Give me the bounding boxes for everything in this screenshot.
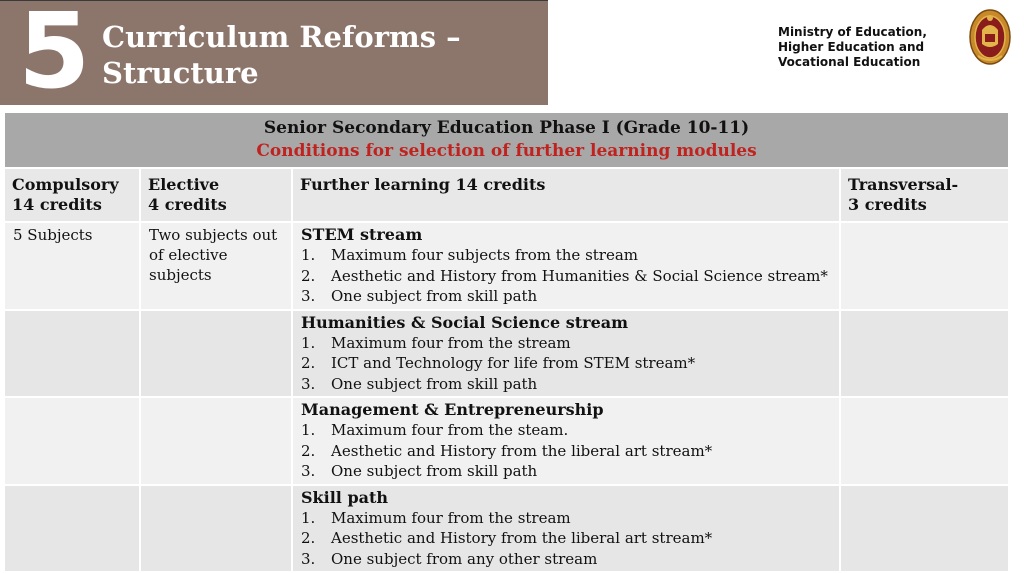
curriculum-table xyxy=(3,111,1010,573)
table-row xyxy=(4,485,1009,573)
list-item: 3. One subject from skill path xyxy=(301,462,538,480)
table-subheading: Conditions for selection of further learning modules xyxy=(256,141,757,161)
transversal-cell xyxy=(840,485,1009,573)
column-header-further: Further learning 14 credits xyxy=(292,168,840,222)
stream-conditions xyxy=(301,333,831,395)
list-item: 2. Aesthetic and History from the liberal art stream* xyxy=(301,529,713,547)
compulsory-cell xyxy=(4,310,140,398)
list-item: 1. Maximum four from the steam. xyxy=(301,421,569,439)
sri-lanka-emblem-icon xyxy=(968,8,1012,66)
transversal-cell xyxy=(840,310,1009,398)
slide-title-banner xyxy=(0,0,548,112)
table-row xyxy=(4,310,1009,398)
stream-title: Humanities & Social Science stream xyxy=(301,312,629,332)
list-item: 1. Maximum four from the stream xyxy=(301,333,571,352)
stream-conditions xyxy=(301,245,831,307)
slide-title-line-1: Curriculum Reforms – xyxy=(102,20,461,54)
list-item: 3. One subject from skill path xyxy=(301,287,538,305)
elective-cell: Two subjects out of elective subjects xyxy=(140,222,292,310)
compulsory-cell xyxy=(4,397,140,485)
stream-cell xyxy=(292,222,840,310)
list-item: 3. One subject from any other stream xyxy=(301,549,598,568)
stream-cell xyxy=(292,485,840,573)
elective-cell xyxy=(140,397,292,485)
slide-number: 5 xyxy=(18,0,91,112)
table-row xyxy=(4,397,1009,485)
list-item: 1. Maximum four subjects from the stream xyxy=(301,246,639,264)
ministry-name: Ministry of Education, Higher Education and Vocational Education xyxy=(778,25,927,69)
elective-cell xyxy=(140,310,292,398)
compulsory-cell: 5 Subjects xyxy=(4,222,140,310)
list-item: 2. Aesthetic and History from the liberal art stream* xyxy=(301,441,713,460)
table-row xyxy=(4,222,1009,310)
column-header-transversal: Transversal- 3 credits xyxy=(840,168,1009,222)
stream-conditions xyxy=(301,420,831,482)
column-header-elective: Elective 4 credits xyxy=(140,168,292,222)
list-item: 3. One subject from skill path xyxy=(301,374,538,393)
table-header xyxy=(4,112,1009,168)
stream-cell xyxy=(292,397,840,485)
slide-title-line-2: Structure xyxy=(102,56,259,90)
stream-conditions xyxy=(301,508,831,570)
slide-title xyxy=(102,19,461,91)
column-header-compulsory: Compulsory 14 credits xyxy=(4,168,140,222)
stream-title: Skill path xyxy=(301,487,389,507)
stream-title: STEM stream xyxy=(301,225,423,244)
list-item: 2. Aesthetic and History from Humanities & Social Science stream* xyxy=(301,266,828,285)
compulsory-cell xyxy=(4,485,140,573)
table-heading: Senior Secondary Education Phase I (Grade 10-11) xyxy=(263,118,750,138)
stream-cell xyxy=(292,310,840,398)
list-item: 1. Maximum four from the stream xyxy=(301,508,571,527)
elective-cell xyxy=(140,485,292,573)
transversal-cell xyxy=(840,222,1009,310)
list-item: 2. ICT and Technology for life from STEM stream* xyxy=(301,354,696,372)
stream-title: Management & Entrepreneurship xyxy=(301,400,604,419)
transversal-cell xyxy=(840,397,1009,485)
